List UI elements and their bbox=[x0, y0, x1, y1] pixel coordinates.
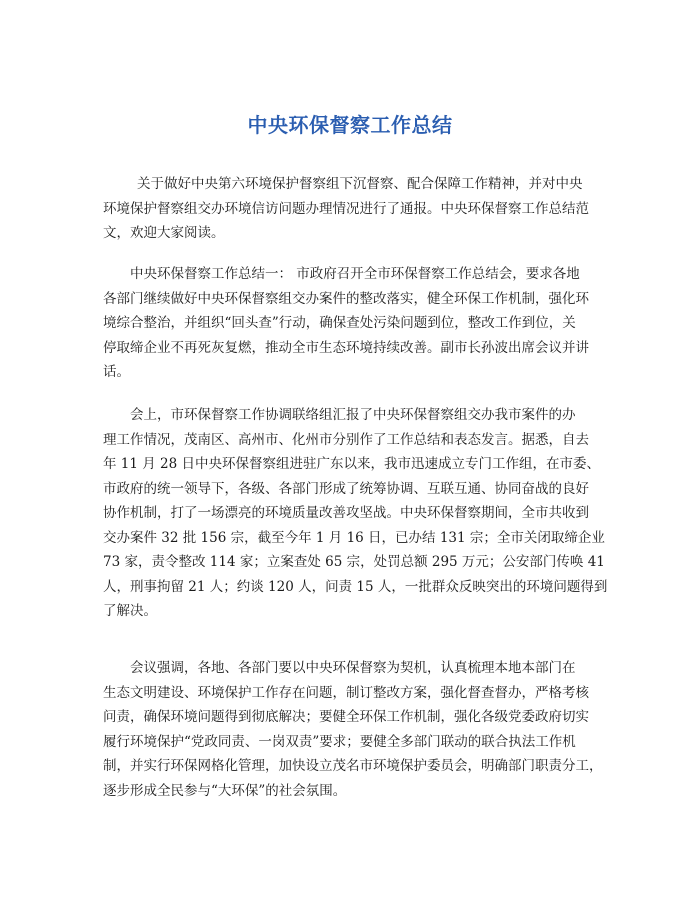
paragraph-line: 协作机制，打了一场漂亮的环境质量改善攻坚战。中央环保督察期间，全市共收到 bbox=[103, 505, 589, 521]
paragraph-line: 履行环境保护“党政同责、一岗双责”要求；要健全多部门联动的联合执法工作机 bbox=[103, 733, 576, 750]
paragraph-line: 逐步形成全民参与“大环保”的社会氛围。 bbox=[103, 782, 347, 799]
paragraph-line: 73 家，责令整改 114 家；立案查处 65 宗，处罚总额 295 万元；公安部门传唤 41 bbox=[103, 554, 605, 570]
paragraph-line: 话。 bbox=[103, 364, 130, 380]
document-title: 中央环保督察工作总结 bbox=[247, 113, 453, 137]
paragraph-line: 市政府的统一领导下，各级、各部门形成了统筹协调、互联互通、协同奋战的良好 bbox=[103, 480, 589, 497]
paragraph-line: 文，欢迎大家阅读。 bbox=[103, 225, 225, 241]
paragraph-line: 问责，确保环境问题得到彻底解决；要健全环保工作机制，强化各级党委政府切实 bbox=[103, 709, 589, 725]
paragraph-line: 理工作情况，茂南区、高州市、化州市分别作了工作总结和表态发言。据悉，自去 bbox=[103, 431, 589, 448]
paragraph-intro bbox=[103, 172, 623, 246]
paragraph-line: 交办案件 32 批 156 宗，截至今年 1 月 16 日，已办结 131 宗；全市关闭取缔企业 bbox=[103, 529, 605, 546]
paragraph-line: 关于做好中央第六环境保护督察组下沉督察、配合保障工作精神，并对中央 bbox=[137, 176, 583, 192]
paragraph-meeting-emphasis bbox=[103, 656, 623, 803]
paragraph-line: 人，刑事拘留 21 人；约谈 120 人，问责 15 人，一批群众反映突出的环境问题得到 bbox=[103, 578, 608, 595]
paragraph-line: 制，并实行环保网格化管理，加快设立茂名市环境保护委员会，明确部门职责分工， bbox=[103, 758, 603, 774]
paragraph-line: 生态文明建设、环境保护工作存在问题，制订整改方案，强化督查督办，严格考核 bbox=[103, 684, 589, 701]
paragraph-line: 会上，市环保督察工作协调联络组汇报了中央环保督察组交办我市案件的办 bbox=[130, 407, 576, 423]
paragraph-summary-one bbox=[103, 262, 623, 385]
paragraph-meeting-report bbox=[103, 403, 623, 624]
paragraph-line: 境综合整治，并组织“回头查”行动，确保查处污染问题到位，整改工作到位，关 bbox=[103, 315, 576, 331]
paragraph-line: 各部门继续做好中央环保督察组交办案件的整改落实，健全环保工作机制，强化环 bbox=[103, 290, 589, 307]
paragraph-line: 停取缔企业不再死灰复燃，推动全市生态环境持续改善。副市长孙波出席会议并讲 bbox=[103, 339, 589, 356]
paragraph-line: 年 11 月 28 日中央环保督察组进驻广东以来，我市迅速成立专门工作组，在市委、 bbox=[103, 456, 601, 472]
paragraph-line: 中央环保督察工作总结一： 市政府召开全市环保督察工作总结会，要求各地 bbox=[130, 266, 580, 282]
paragraph-line: 环境保护督察组交办环境信访问题办理情况进行了通报。中央环保督察工作总结范 bbox=[103, 200, 589, 217]
paragraph-line: 了解决。 bbox=[103, 603, 157, 619]
paragraph-line: 会议强调，各地、各部门要以中央环保督察为契机，认真梳理本地本部门在 bbox=[130, 660, 576, 676]
